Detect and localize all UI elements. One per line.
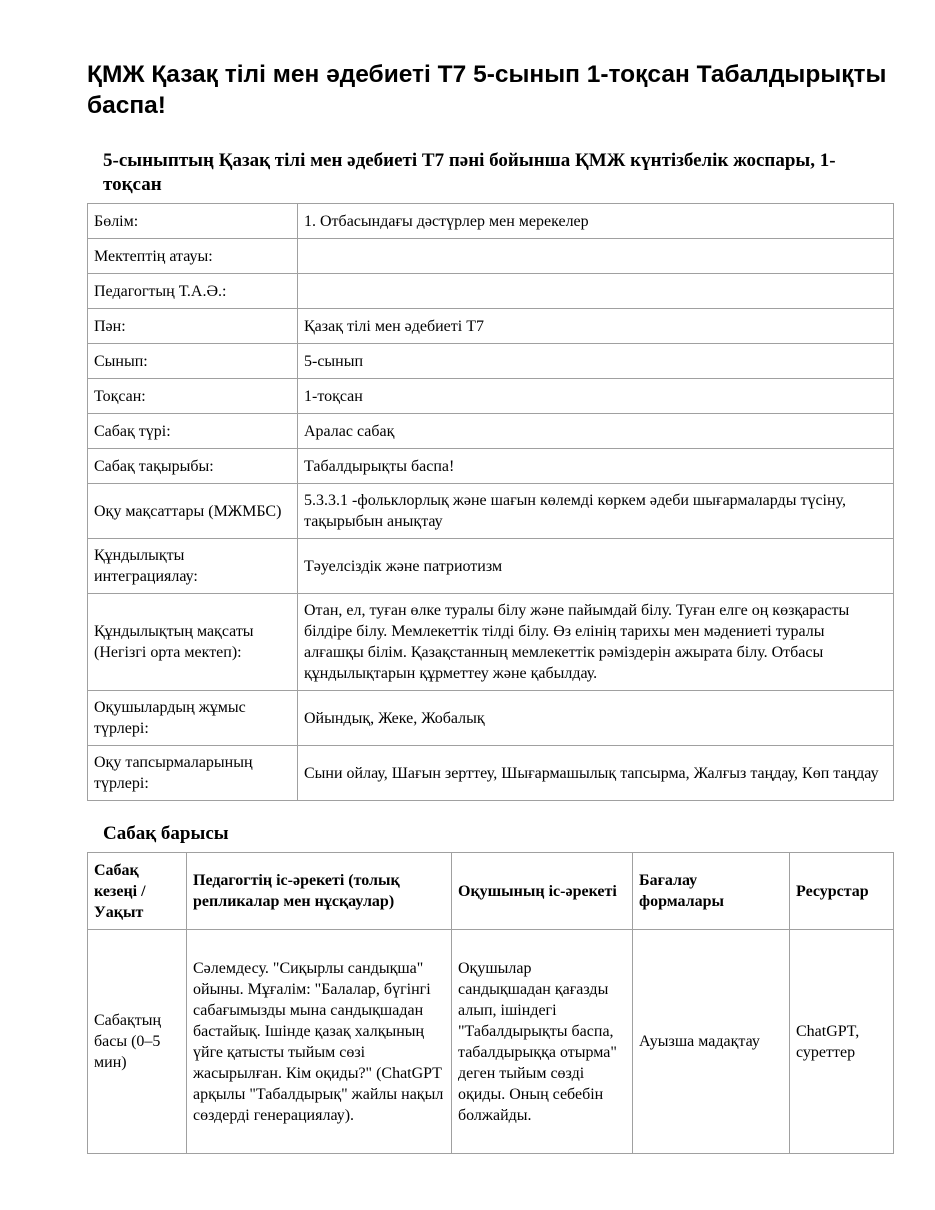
info-value	[298, 274, 894, 309]
info-label: Тоқсан:	[88, 379, 298, 414]
info-value: Отан, ел, туған өлке туралы білу және пайымдай білу. Туған елге оң көзқарасты білдіре білу. Мемлекеттік тілді білу. Өз елінің тарихы мен мәдениеті туралы алғашқы білім. Қазақстанның мемлекеттік рәміздерін ажырата білу. Отбасы құндылықтарын құрметтеу және қабылдау.	[298, 594, 894, 691]
info-value: 5.3.3.1 -фольклорлық және шағын көлемді көркем әдеби шығармаларды түсіну, тақырыбын анықтау	[298, 484, 894, 539]
column-header-teacher-activity: Педагогтің іс-әрекеті (толық репликалар мен нұсқаулар)	[187, 853, 452, 930]
lesson-info-table	[87, 203, 894, 801]
table-row	[88, 239, 894, 274]
info-label: Бөлім:	[88, 204, 298, 239]
column-header-resources: Ресурстар	[790, 853, 894, 930]
document-title: ҚМЖ Қазақ тілі мен әдебиеті Т7 5-сынып 1-тоқсан Табалдырықты баспа!	[87, 61, 887, 119]
plan-heading: 5-сыныптың Қазақ тілі мен әдебиеті Т7 пәні бойынша ҚМЖ күнтізбелік жоспары, 1-тоқсан	[103, 150, 836, 195]
info-label: Сынып:	[88, 344, 298, 379]
info-value: 1-тоқсан	[298, 379, 894, 414]
table-row	[88, 274, 894, 309]
stage-cell: Сабақтың басы (0–5 мин)	[88, 930, 187, 1154]
teacher-activity-cell: Сәлемдесу. "Сиқырлы сандықша" ойыны. Мұғалім: "Балалар, бүгінгі сабағымызды мына сандықшадан бастайық. Ішінде қазақ халқының үйге қатысты тыйым сөзі жасырылған. Кім оқиды?" (ChatGPT арқылы "Табалдырық" жайлы нақыл сөздерді генерациялау).	[187, 930, 452, 1154]
table-row	[88, 539, 894, 594]
info-label: Құндылықты интеграциялау:	[88, 539, 298, 594]
info-label: Құндылықтың мақсаты (Негізгі орта мектеп):	[88, 594, 298, 691]
student-activity-cell: Оқушылар сандықшадан қағазды алып, ішіндегі "Табалдырықты баспа, табалдырыққа отырма" деген тыйым сөзді оқиды. Оның себебін болжайды.	[452, 930, 633, 1154]
info-value	[298, 239, 894, 274]
info-label: Оқу тапсырмаларының түрлері:	[88, 746, 298, 801]
table-row	[88, 449, 894, 484]
info-value: Табалдырықты баспа!	[298, 449, 894, 484]
table-row	[88, 484, 894, 539]
table-row	[88, 204, 894, 239]
table-row	[88, 594, 894, 691]
info-value: 5-сынып	[298, 344, 894, 379]
column-header-student-activity: Оқушының іс-әрекеті	[452, 853, 633, 930]
info-value: Сыни ойлау, Шағын зерттеу, Шығармашылық тапсырма, Жалғыз таңдау, Көп таңдау	[298, 746, 894, 801]
table-row	[88, 746, 894, 801]
info-label: Мектептің атауы:	[88, 239, 298, 274]
column-header-stage: Сабақ кезеңі / Уақыт	[88, 853, 187, 930]
table-row	[88, 414, 894, 449]
info-label: Оқушылардың жұмыс түрлері:	[88, 691, 298, 746]
table-header-row	[88, 853, 894, 930]
table-row	[88, 309, 894, 344]
info-label: Пән:	[88, 309, 298, 344]
lesson-heading: Сабақ барысы	[103, 823, 229, 844]
resources-cell: ChatGPT, суреттер	[790, 930, 894, 1154]
column-header-assessment: Бағалау формалары	[633, 853, 790, 930]
info-label: Педагогтың Т.А.Ә.:	[88, 274, 298, 309]
info-value: Қазақ тілі мен әдебиеті Т7	[298, 309, 894, 344]
table-row	[88, 691, 894, 746]
table-row	[88, 379, 894, 414]
table-row	[88, 930, 894, 1154]
info-value: Аралас сабақ	[298, 414, 894, 449]
info-label: Сабақ түрі:	[88, 414, 298, 449]
table-row	[88, 344, 894, 379]
info-value: Ойындық, Жеке, Жобалық	[298, 691, 894, 746]
info-label: Оқу мақсаттары (МЖМБС)	[88, 484, 298, 539]
assessment-cell: Ауызша мадақтау	[633, 930, 790, 1154]
lesson-flow-table	[87, 852, 894, 1154]
info-value: Тәуелсіздік және патриотизм	[298, 539, 894, 594]
info-value: 1. Отбасындағы дәстүрлер мен мерекелер	[298, 204, 894, 239]
info-label: Сабақ тақырыбы:	[88, 449, 298, 484]
